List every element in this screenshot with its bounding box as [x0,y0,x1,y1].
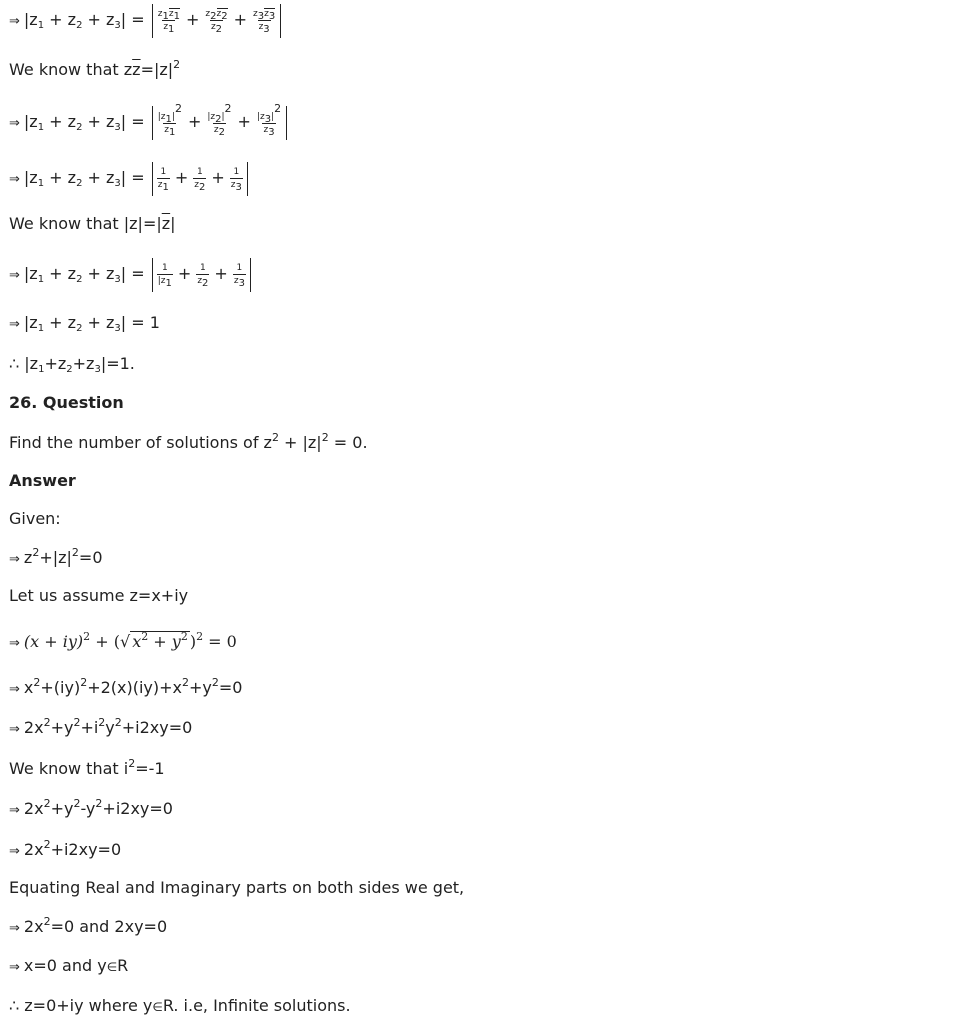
equation-line-7: ⇒ $|z_1 + z_2 + z_3| = 1$ [9,313,160,334]
step-7: ⇒ $2x^2+y^2-y^2+i2xy=0$ [9,797,173,818]
given-label: Given: [9,509,61,528]
step-6: We know that $i^2=-1$ [9,757,165,778]
step-3: ⇒ (x + iy)$^2$ + (√ $x^2 + y^2$ )$^2$ = 0 [9,630,237,651]
equation-line-4: ⇒ $|z_1 + z_2 + z_3|$ = $\frac{1}{z_1}$ + $\frac{1}{z_2}$ + $\frac{1}{z_3}$ [9,160,250,196]
step-1: ⇒ $z^2+|z|^2=0$ [9,546,103,567]
step-4: ⇒ $x^2+(iy)^2+2(x)(iy)+x^2+y^2=0$ [9,676,243,697]
answer-heading: Answer [9,471,76,490]
step-8: ⇒ $2x^2+i2xy=0$ [9,838,122,859]
text-line-2: We know that $z\overline{z}=|z|^2$ [9,58,181,79]
equation-line-3: ⇒ $|z_1 + z_2 + z_3|$ = $\frac{|z_1|^2}{z_1}$ + $\frac{|z_2|^2}{z_2}$ + $\frac{|z_3|^2}{z_3}$ [9,104,289,140]
text-line-5: We know that $|z|=|\overline{z}|$ [9,214,176,233]
step-9: Equating Real and Imaginary parts on both sides we get, [9,878,465,897]
step-12: ∴ z=0+iy where y∈R. i.e, Infinite solutions. [9,996,351,1015]
question-text: Find the number of solutions of $z^2 + |z|^2 = 0$. [9,431,368,452]
step-11: ⇒ x=0 and y∈R [9,956,129,975]
equation-line-6: ⇒ $|z_1 + z_2 + z_3|$ = $\frac{1}{|z_1}$ + $\frac{1}{z_2}$ + $\frac{1}{z_3}$ [9,256,253,292]
equation-line-1: ⇒ $|z_1 + z_2 + z_3|$ = $\frac{z_1z_1}{z_1}$ + $\frac{z_2z_2}{z_2}$ + $\frac{z_3z_3}{z_3}$ [9,2,283,38]
step-5: ⇒ $2x^2+y^2+i^2y^2+i2xy=0$ [9,716,193,737]
step-2: Let us assume z=x+iy [9,586,189,605]
question-heading: 26. Question [9,393,124,412]
conclusion-line-8: ∴ $|z_1+z_2+z_3|=1$. [9,354,135,375]
step-10: ⇒ $2x^2=0$ and 2xy=0 [9,915,168,936]
